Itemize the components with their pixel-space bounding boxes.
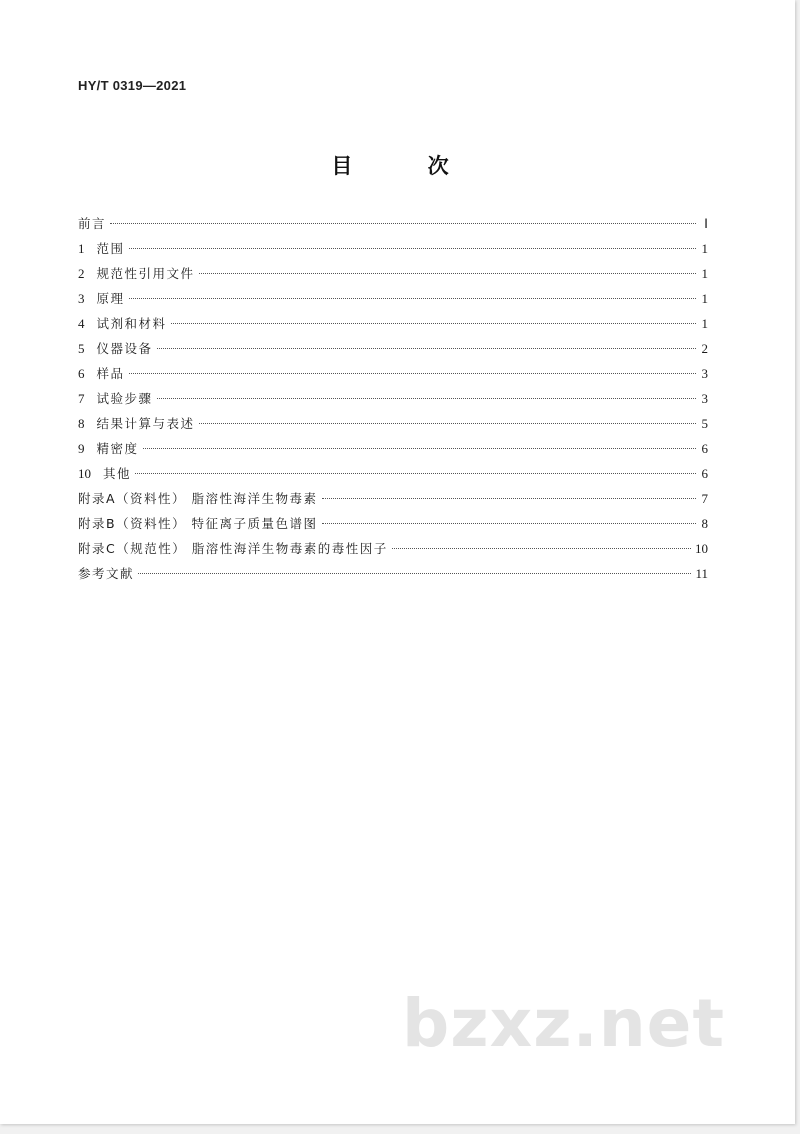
toc-entry-number: 8 — [78, 416, 85, 431]
toc-entry-label: 仪器设备 — [96, 341, 153, 356]
toc-entry[interactable] — [78, 514, 708, 539]
toc-entry-page: 1 — [701, 291, 708, 306]
toc-entry-number: 2 — [78, 266, 85, 281]
toc-entry-label: 前言 — [78, 216, 107, 231]
toc-entry-label: 范围 — [96, 241, 125, 256]
toc-entry-number: 10 — [78, 466, 91, 481]
toc-entry-label: 样品 — [96, 366, 125, 381]
toc-entry-label: 附录C（规范性） 脂溶性海洋生物毒素的毒性因子 — [78, 541, 388, 556]
toc-title: 目 次 — [331, 154, 483, 178]
toc-leader-dots — [138, 573, 691, 574]
toc-entry-page: 8 — [701, 516, 708, 531]
toc-entry-label: 试剂和材料 — [96, 316, 167, 331]
toc-entry-page: 6 — [701, 466, 708, 481]
toc-entry[interactable] — [78, 539, 708, 564]
toc-entry[interactable] — [78, 364, 708, 389]
toc-entry[interactable] — [78, 264, 708, 289]
toc-entry-page: 6 — [701, 441, 708, 456]
toc-entry[interactable] — [78, 289, 708, 314]
toc-entry-number: 6 — [78, 366, 85, 381]
toc-entry-page: 5 — [701, 416, 708, 431]
toc-leader-dots — [392, 548, 691, 549]
toc-entry-label: 其他 — [103, 466, 132, 481]
toc-leader-dots — [199, 423, 696, 424]
toc-leader-dots — [322, 523, 696, 524]
toc-entry-page: 10 — [695, 541, 708, 556]
toc-entry-page: 1 — [701, 316, 708, 331]
toc-entry[interactable] — [78, 314, 708, 339]
toc-entry[interactable] — [78, 239, 708, 264]
toc-entry[interactable] — [78, 389, 708, 414]
toc-entry-page: 1 — [701, 266, 708, 281]
toc-leader-dots — [157, 398, 696, 399]
toc-leader-dots — [143, 448, 696, 449]
toc-leader-dots — [157, 348, 696, 349]
toc-entry[interactable] — [78, 214, 708, 239]
toc-entry-number: 3 — [78, 291, 85, 306]
toc-leader-dots — [171, 323, 696, 324]
toc-entry-page: 7 — [701, 491, 708, 506]
toc-entry-number: 4 — [78, 316, 85, 331]
toc-entry[interactable] — [78, 464, 708, 489]
toc-entry-page: 3 — [701, 391, 708, 406]
toc-entry-label: 精密度 — [96, 441, 139, 456]
toc-entry-number: 1 — [78, 241, 85, 256]
toc-entry[interactable] — [78, 489, 708, 514]
toc-entry-page: 3 — [701, 366, 708, 381]
toc-entry-number: 5 — [78, 341, 85, 356]
toc-leader-dots — [135, 473, 696, 474]
toc-leader-dots — [322, 498, 696, 499]
toc-leader-dots — [110, 223, 696, 224]
watermark: bzxz.net — [401, 985, 725, 1062]
toc-leader-dots — [129, 373, 696, 374]
toc-entry-page: 2 — [701, 341, 708, 356]
toc-entry-label: 结果计算与表述 — [96, 416, 195, 431]
toc-leader-dots — [129, 248, 696, 249]
toc-entry-page: 11 — [695, 566, 708, 581]
document-code: HY/T 0319—2021 — [78, 78, 187, 93]
toc-entry-label: 规范性引用文件 — [96, 266, 195, 281]
toc-entry-label: 附录B（资料性） 特征离子质量色谱图 — [78, 516, 318, 531]
toc-leader-dots — [199, 273, 696, 274]
toc-leader-dots — [129, 298, 696, 299]
toc-entry-number: 9 — [78, 441, 85, 456]
toc-entry-label: 参考文献 — [78, 566, 135, 581]
toc-entry-number: 7 — [78, 391, 85, 406]
toc-entry[interactable] — [78, 339, 708, 364]
toc-entry[interactable] — [78, 439, 708, 464]
toc-list — [78, 214, 708, 589]
toc-entry-page: Ⅰ — [704, 216, 708, 231]
toc-entry-label: 原理 — [96, 291, 125, 306]
toc-entry[interactable] — [78, 564, 708, 589]
toc-entry-page: 1 — [701, 241, 708, 256]
toc-entry-label: 试验步骤 — [96, 391, 153, 406]
toc-entry[interactable] — [78, 414, 708, 439]
toc-entry-label: 附录A（资料性） 脂溶性海洋生物毒素 — [78, 491, 318, 506]
